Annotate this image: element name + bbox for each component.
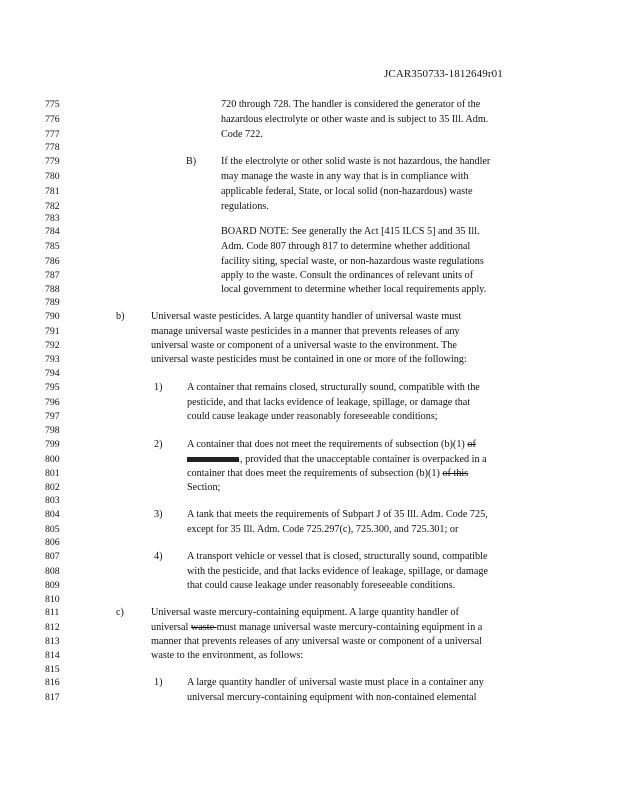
text-line: except for 35 Ill. Adm. Code 725.297(c), 725.300, and 725.301; or — [187, 524, 459, 535]
line-number: 804 — [45, 509, 60, 520]
text-line: waste to the environment, as follows: — [151, 650, 304, 661]
text-segment: A container that does not meet the requirements of subsection (b)(1) — [187, 439, 468, 450]
text-line: Universal waste mercury-containing equipment. A large quantity handler of — [151, 607, 459, 618]
text-line — [151, 623, 482, 633]
text-line: could cause leakage under reasonably foreseeable conditions; — [187, 411, 438, 422]
document-id: JCAR350733-1812649r01 — [384, 68, 503, 80]
struck-text: of — [467, 439, 476, 450]
line-number: 784 — [45, 226, 60, 237]
text-line: Universal waste pesticides. A large quantity handler of universal waste must — [151, 311, 462, 322]
line-number: 814 — [45, 650, 60, 661]
text-line: may manage the waste in any way that is in compliance with — [221, 171, 469, 182]
line-number: 810 — [45, 594, 60, 605]
line-number: 780 — [45, 171, 60, 182]
text-line: manage universal waste pesticides in a manner that prevents releases of any — [151, 326, 460, 337]
text-line: If the electrolyte or other solid waste is not hazardous, the handler — [221, 156, 491, 167]
line-number: 809 — [45, 580, 60, 591]
line-number: 799 — [45, 439, 60, 450]
text-line: Section; — [187, 482, 221, 493]
text-segment: must manage universal waste mercury-containing equipment in a — [216, 622, 483, 633]
line-number: 793 — [45, 354, 60, 365]
item-label-3: 3) — [154, 509, 163, 520]
line-number: 807 — [45, 551, 60, 562]
text-line: Adm. Code 807 through 817 to determine whether additional — [221, 241, 471, 252]
line-number: 782 — [45, 201, 60, 212]
line-number: 798 — [45, 425, 60, 436]
line-number: 789 — [45, 297, 60, 308]
line-number: 796 — [45, 397, 60, 408]
text-line: applicable federal, State, or local solid (non-hazardous) waste — [221, 186, 473, 197]
line-number: 781 — [45, 186, 60, 197]
line-number: 788 — [45, 284, 60, 295]
line-number: 779 — [45, 156, 60, 167]
struck-text: waste — [190, 622, 217, 633]
text-line: pesticide, and that lacks evidence of leakage, spillage, or damage that — [187, 397, 471, 408]
text-line: local government to determine whether local requirements apply. — [221, 284, 487, 295]
line-number: 786 — [45, 256, 60, 267]
line-number: 812 — [45, 622, 60, 633]
line-number: 791 — [45, 326, 60, 337]
text-line: 720 through 728. The handler is considered the generator of the — [221, 99, 481, 110]
line-number: 792 — [45, 340, 60, 351]
text-segment: container that does meet the requirements of subsection (b)(1) — [187, 468, 443, 479]
line-number: 801 — [45, 468, 60, 479]
board-note: BOARD NOTE: See generally the Act [415 ILCS 5] and 35 Ill. — [221, 226, 480, 237]
line-number: 776 — [45, 114, 60, 125]
redaction-mark — [187, 457, 239, 462]
text-line: apply to the waste. Consult the ordinances of relevant units of — [221, 270, 474, 281]
line-number: 816 — [45, 677, 60, 688]
subsection-label-b: b) — [116, 311, 125, 322]
text-line: universal waste or component of a universal waste to the environment. The — [151, 340, 457, 351]
line-number: 811 — [45, 607, 60, 618]
text-line: hazardous electrolyte or other waste and is subject to 35 Ill. Adm. — [221, 114, 489, 125]
text-line: A container that remains closed, structurally sound, compatible with the — [187, 382, 480, 393]
line-number: 803 — [45, 495, 60, 506]
line-number: 785 — [45, 241, 60, 252]
text-line — [187, 469, 468, 479]
item-label-1: 1) — [154, 382, 163, 393]
line-number: 813 — [45, 636, 60, 647]
struck-text: of this — [442, 468, 469, 479]
item-label-B: B) — [186, 156, 197, 167]
line-number: 778 — [45, 142, 60, 153]
line-number: 790 — [45, 311, 60, 322]
line-number: 794 — [45, 368, 60, 379]
text-line — [187, 440, 476, 450]
line-number: 802 — [45, 482, 60, 493]
text-line: A transport vehicle or vessel that is closed, structurally sound, compatible — [187, 551, 488, 562]
line-number: 775 — [45, 99, 60, 110]
line-number: 815 — [45, 664, 60, 675]
line-number: 783 — [45, 213, 60, 224]
item-label-1: 1) — [154, 677, 163, 688]
text-line: Code 722. — [221, 129, 263, 140]
text-line — [187, 455, 487, 465]
line-number: 800 — [45, 454, 60, 465]
text-line: A tank that meets the requirements of Subpart J of 35 Ill. Adm. Code 725, — [187, 509, 488, 520]
line-number: 805 — [45, 524, 60, 535]
line-number: 777 — [45, 129, 60, 140]
text-line: manner that prevents releases of any universal waste or component of a universal — [151, 636, 482, 647]
line-number: 817 — [45, 692, 60, 703]
text-line: A large quantity handler of universal waste must place in a container any — [187, 677, 484, 688]
text-line: that could cause leakage under reasonably foreseeable conditions. — [187, 580, 456, 591]
text-segment: , provided that the unacceptable container is overpacked in a — [240, 454, 487, 465]
line-number: 797 — [45, 411, 60, 422]
text-line: facility siting, special waste, or non-hazardous waste regulations — [221, 256, 484, 267]
line-number: 806 — [45, 537, 60, 548]
line-number: 808 — [45, 566, 60, 577]
item-label-4: 4) — [154, 551, 163, 562]
text-segment: universal — [151, 622, 191, 633]
item-label-2: 2) — [154, 439, 163, 450]
text-line: universal mercury-containing equipment with non-contained elemental — [187, 692, 477, 703]
text-line: universal waste pesticides must be contained in one or more of the following: — [151, 354, 467, 365]
line-number: 787 — [45, 270, 60, 281]
text-line: with the pesticide, and that lacks evidence of leakage, spillage, or damage — [187, 566, 488, 577]
line-number: 795 — [45, 382, 60, 393]
subsection-label-c: c) — [116, 607, 124, 618]
text-line: regulations. — [221, 201, 269, 212]
